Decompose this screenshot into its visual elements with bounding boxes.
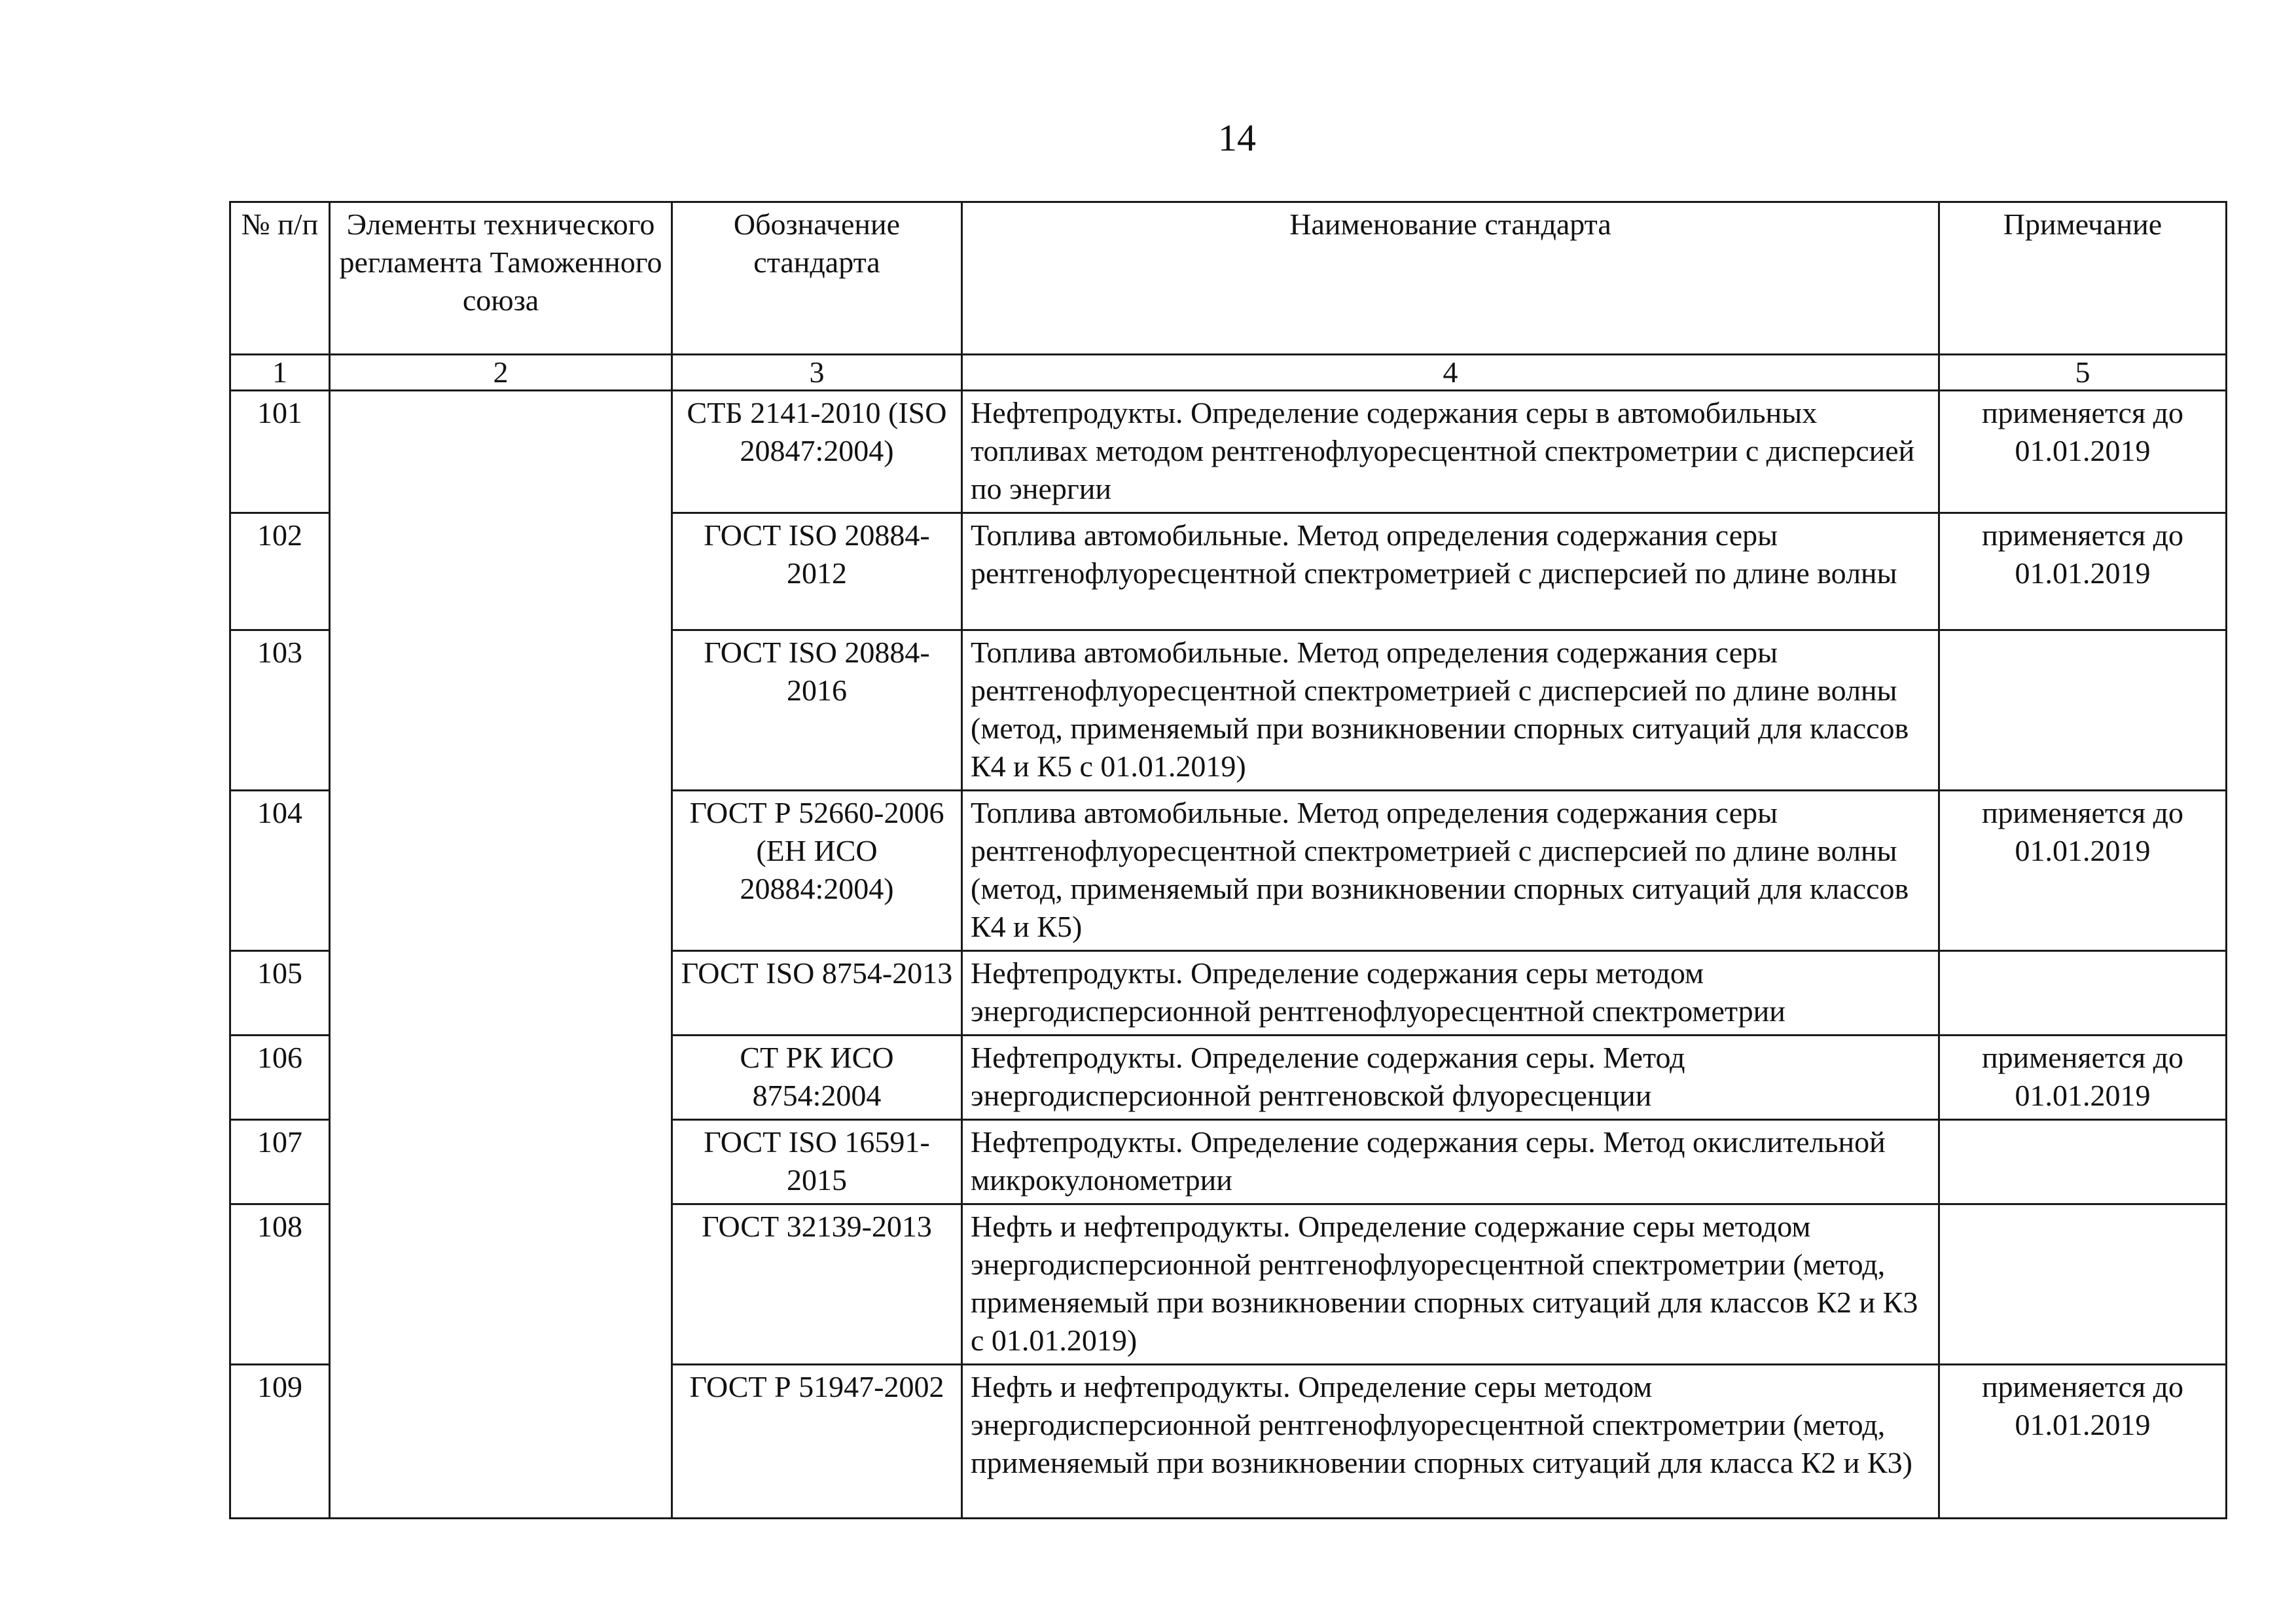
standard-designation: ГОСТ 32139-2013 xyxy=(672,1204,962,1365)
standard-name: Нефтепродукты. Определение содержания серы. Метод окислительной микрокулонометрии xyxy=(962,1120,1939,1204)
note: применяется до 01.01.2019 xyxy=(1939,513,2227,630)
row-number: 109 xyxy=(230,1365,330,1519)
standard-designation: ГОСТ Р 51947-2002 xyxy=(672,1365,962,1519)
column-number: 5 xyxy=(1939,355,2227,391)
elements-cell xyxy=(330,391,672,1519)
note xyxy=(1939,1204,2227,1365)
header-elements: Элементы технического регламента Таможенного союза xyxy=(330,202,672,355)
standard-name: Нефтепродукты. Определение содержания серы в автомобильных топливах методом рентгенофлуоресцентной спектрометрии с дисперсией по энергии xyxy=(962,391,1939,513)
column-number: 4 xyxy=(962,355,1939,391)
row-number: 105 xyxy=(230,951,330,1036)
standard-name: Нефть и нефтепродукты. Определение серы методом энергодисперсионной рентгенофлуоресцентной спектрометрии (метод, применяемый при возникновении спорных ситуаций для класса К2 и К3) xyxy=(962,1365,1939,1519)
standard-designation: ГОСТ ISO 20884-2012 xyxy=(672,513,962,630)
column-number: 2 xyxy=(330,355,672,391)
row-number: 107 xyxy=(230,1120,330,1204)
standard-designation: ГОСТ ISO 8754-2013 xyxy=(672,951,962,1036)
standard-designation: ГОСТ ISO 16591-2015 xyxy=(672,1120,962,1204)
column-number-row xyxy=(230,355,2227,391)
table-row xyxy=(230,391,2227,513)
standard-designation: ГОСТ ISO 20884-2016 xyxy=(672,630,962,791)
standard-designation: СТ РК ИСО 8754:2004 xyxy=(672,1036,962,1120)
row-number: 101 xyxy=(230,391,330,513)
standard-name: Топлива автомобильные. Метод определения содержания серы рентгенофлуоресцентной спектрометрией с дисперсией по длине волны (метод, применяемый при возникновении спорных ситуаций для классов К4 и К5 с 01.01.2019) xyxy=(962,630,1939,791)
note xyxy=(1939,630,2227,791)
standard-designation: СТБ 2141-2010 (ISO 20847:2004) xyxy=(672,391,962,513)
row-number: 106 xyxy=(230,1036,330,1120)
row-number: 102 xyxy=(230,513,330,630)
note xyxy=(1939,951,2227,1036)
standard-name: Нефтепродукты. Определение содержания серы методом энергодисперсионной рентгенофлуоресцентной спектрометрии xyxy=(962,951,1939,1036)
note xyxy=(1939,1120,2227,1204)
standard-name: Топлива автомобильные. Метод определения содержания серы рентгенофлуоресцентной спектрометрией с дисперсией по длине волны xyxy=(962,513,1939,630)
standard-name: Нефть и нефтепродукты. Определение содержание серы методом энергодисперсионной рентгенофлуоресцентной спектрометрии (метод, применяемый при возникновении спорных ситуаций для классов К2 и К3 с 01.01.2019) xyxy=(962,1204,1939,1365)
standard-designation: ГОСТ Р 52660-2006 (ЕН ИСО 20884:2004) xyxy=(672,791,962,951)
note: применяется до 01.01.2019 xyxy=(1939,391,2227,513)
row-number: 108 xyxy=(230,1204,330,1365)
standard-name: Нефтепродукты. Определение содержания серы. Метод энергодисперсионной рентгеновской флуоресценции xyxy=(962,1036,1939,1120)
standards-table xyxy=(229,201,2227,1519)
note: применяется до 01.01.2019 xyxy=(1939,1036,2227,1120)
column-number: 3 xyxy=(672,355,962,391)
table-header-row xyxy=(230,202,2227,355)
header-designation: Обозначение стандарта xyxy=(672,202,962,355)
page-number: 14 xyxy=(1218,117,1256,159)
standard-name: Топлива автомобильные. Метод определения содержания серы рентгенофлуоресцентной спектрометрией с дисперсией по длине волны (метод, применяемый при возникновении спорных ситуаций для классов К4 и К5) xyxy=(962,791,1939,951)
header-number: № п/п xyxy=(230,202,330,355)
header-note: Примечание xyxy=(1939,202,2227,355)
column-number: 1 xyxy=(230,355,330,391)
note: применяется до 01.01.2019 xyxy=(1939,791,2227,951)
row-number: 103 xyxy=(230,630,330,791)
note: применяется до 01.01.2019 xyxy=(1939,1365,2227,1519)
header-standard-name: Наименование стандарта xyxy=(962,202,1939,355)
row-number: 104 xyxy=(230,791,330,951)
